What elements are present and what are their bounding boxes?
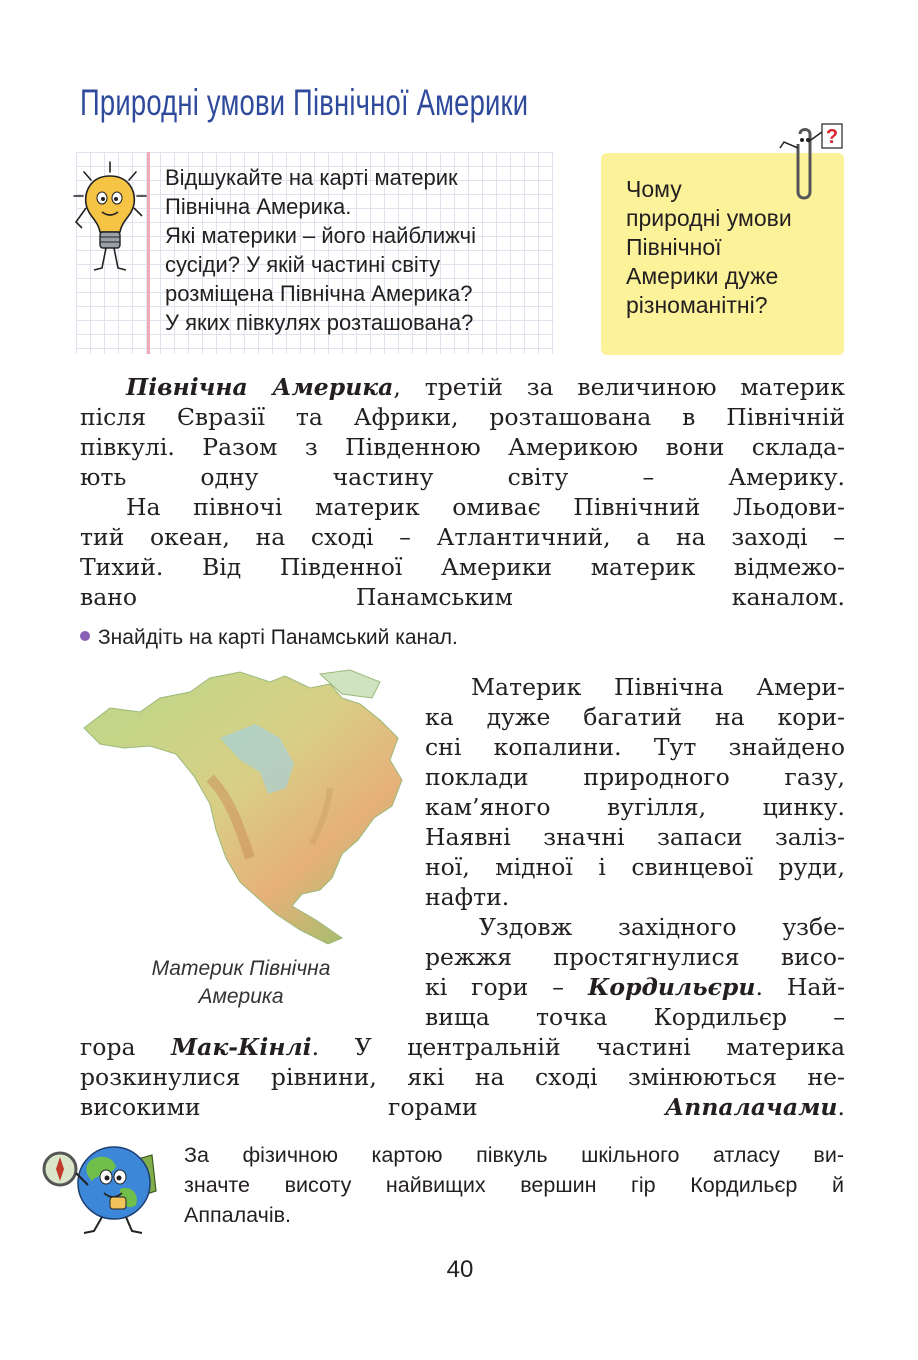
term-mckinley: Мак-Кінлі [171, 1033, 312, 1061]
text-line: сні копалини. Тут знайдено [425, 733, 845, 761]
text-line: За фізичною картою півкуль шкільного атласу ви- [184, 1143, 844, 1167]
text-line: вища точка Кордильєр – [425, 1003, 845, 1031]
text-line: розкинулися рівнини, які на сході змінюються не- [80, 1063, 845, 1091]
note-line: різноманітні? [626, 292, 768, 318]
term-cordilleras: Кордильєри [588, 973, 756, 1001]
text-line: тий океан, на сході – Атлантичний, а на заході – [80, 523, 845, 551]
term-appalachians: Аппалачами [665, 1093, 838, 1121]
task-line: розміщена Північна Америка? [165, 281, 473, 306]
text-line: значте висоту найвищих вершин гір Кордильєр й [184, 1173, 844, 1197]
text-line: після Євразії та Африки, розташована в Північній [80, 403, 845, 431]
note-line: Північної [626, 234, 722, 260]
text-line: кам’яного вугілля, цинку. [425, 793, 845, 821]
paragraph-intro: Північна Америка, третій за величиною материк після Євразії та Африки, розташована в Північній півкулі. Разом з Південною Америкою вони склада- ють одну частину світу – Америку. [80, 373, 845, 491]
atlas-task [184, 1140, 844, 1230]
text-line: ної, мідної і свинцевої руди, [425, 853, 845, 881]
bullet-task: Знайдіть на карті Панамський канал. [80, 626, 458, 650]
text-line: нафти. [425, 883, 510, 911]
text-line: Наявні значні запаси заліз- [425, 823, 845, 851]
page-number: 40 [446, 1256, 474, 1283]
note-line: Чому [626, 176, 682, 202]
text-line: Уздовж західного узбе- [479, 913, 845, 941]
text-line: вано Панамським каналом. [80, 583, 845, 611]
resources-text: Материк Північна Амери- ка дуже багатий на кори- сні копалини. Тут знайдено поклади природного газу, кам’яного вугілля, цинку. Наявні значні запаси заліз- ної, мідної і свинцевої руди, нафти. Уздовж західного узбе- режжя простягнулися висо- кі гори – Кордильєри. Най- вища точка Кордильєр – [425, 673, 845, 1031]
note-line: природні умови [626, 205, 792, 231]
text-line: Материк Північна Амери- [471, 673, 845, 701]
svg-text:?: ? [825, 126, 839, 148]
text-line: ють одну частину світу – Америку. [80, 463, 845, 491]
text-line: поклади природного газу, [425, 763, 845, 791]
north-america-map [80, 668, 410, 948]
text-line: ка дуже багатий на кори- [425, 703, 845, 731]
note-text [626, 175, 836, 320]
paragraph-mountains: гора Мак-Кінлі. У центральній частині материка розкинулися рівнини, які на сході змінюються не- високими горами Аппалачами. [80, 1033, 845, 1121]
task-line: У яких півкулях розташована? [165, 310, 474, 335]
bullet-dot [80, 631, 90, 641]
task-questions [165, 163, 555, 337]
task-line: Відшукайте на карті материк [165, 165, 458, 190]
text-line: півкулі. Разом з Південною Америкою вони склада- [80, 433, 845, 461]
text-line: Аппалачів. [184, 1203, 291, 1227]
map-caption: Материк Північна Америка [151, 957, 331, 1008]
text-line: На півночі материк омиває Північний Льодови- [126, 493, 845, 521]
task-line: Які материки – його найближчі [165, 223, 476, 248]
page-title: Природні умови Північної Америки [80, 82, 529, 123]
task-line: сусіди? У якій частині світу [165, 252, 441, 277]
paragraph-oceans [80, 492, 845, 612]
note-line: Америки дуже [626, 263, 779, 289]
task-line: Північна Америка. [165, 194, 352, 219]
term-north-america: Північна Америка [126, 373, 394, 401]
text-line: Тихий. Від Південної Америки материк відмежо- [80, 553, 845, 581]
text-line: режжя простягнулися висо- [425, 943, 845, 971]
globe-mascot-icon [40, 1133, 165, 1238]
lightbulb-mascot-icon [70, 158, 150, 276]
